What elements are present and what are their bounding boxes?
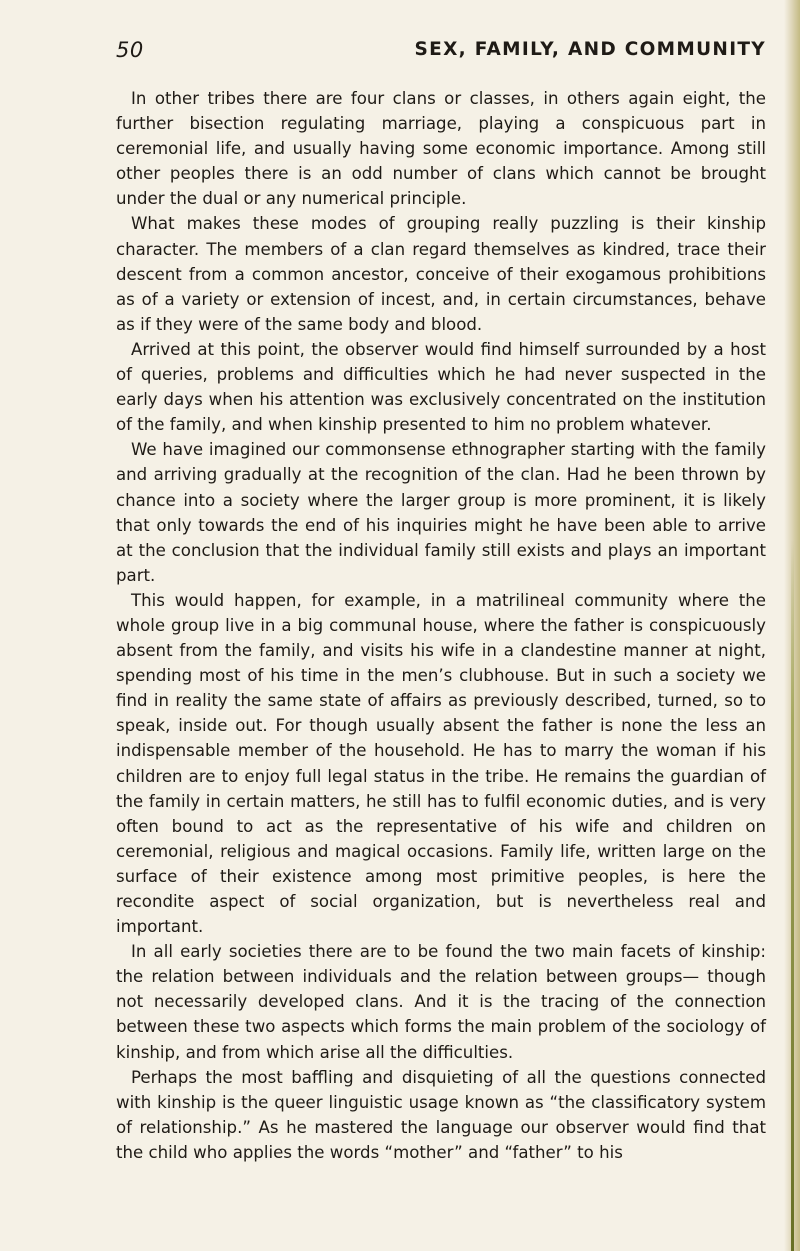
- paragraph: In all early societies there are to be found the two main facets of kinship: the relation between individuals and the relation between groups— though not necessarily developed clans. And it is the tracing of the connection between these two aspects which forms the main problem of the sociology of kinship, and from which arise all the difficulties.: [116, 942, 766, 1062]
- paragraph: In other tribes there are four clans or classes, in others again eight, the further bisection regulating marriage, playing a conspicuous part in ceremonial life, and usually having some economic importance. Among still other peoples there is an odd number of clans which cannot be brought under the dual or any numerical principle.: [116, 89, 766, 209]
- binding-shadow-line: [791, 540, 794, 1251]
- paragraph: We have imagined our commonsense ethnographer starting with the family and arriving gradually at the recognition of the clan. Had he been thrown by chance into a society where the larger group is more prominent, it is likely that only towards the end of his inquiries might he have been able to arrive at the conclusion that the individual family still exists and plays an important part.: [116, 440, 766, 585]
- paragraph: Arrived at this point, the observer would find himself surrounded by a host of queries, problems and difficulties which he had never suspected in the early days when his attention was exclusively concentrated on the institution of the family, and when kinship presented to him no problem whatever.: [116, 339, 766, 435]
- paragraph: This would happen, for example, in a matrilineal community where the whole group live in a big communal house, where the father is conspicuously absent from the family, and visits his wife in a clandestine manner at night, spending most of his time in the men’s clubhouse. But in such a society we find in reality the same state of affairs as previously described, turned, so to speak, inside out. For though usually absent the father is none the less an indispensable member of the household. He has to marry the woman if his children are to enjoy full legal status in the tribe. He remains the guardian of the family in certain matters, he still has to fulfil economic duties, and is very often bound to act as the representative of his wife and children on ceremonial, religious and magical occasions. Family life, written large on the surface of their existence among most primitive peoples, is here the recondite aspect of social organization, but is nevertheless real and important.: [116, 590, 766, 937]
- page-number: 50: [116, 38, 144, 62]
- body-text: [116, 86, 766, 1165]
- paragraph: What makes these modes of grouping really puzzling is their kinship character. The members of a clan regard themselves as kindred, trace their descent from a common ancestor, conceive of their exogamous prohibitions as of a variety or extension of incest, and, in certain circumstances, behave as if they were of the same body and blood.: [116, 214, 766, 334]
- page-header: [116, 38, 766, 68]
- paragraph: Perhaps the most baffling and disquieting of all the questions connected with kinship is the queer linguistic usage known as “the classificatory system of relationship.” As he mastered the language our observer would find that the child who applies the words “mother” and “father” to his: [116, 1067, 766, 1162]
- running-head: SEX, FAMILY, AND COMMUNITY: [414, 39, 766, 60]
